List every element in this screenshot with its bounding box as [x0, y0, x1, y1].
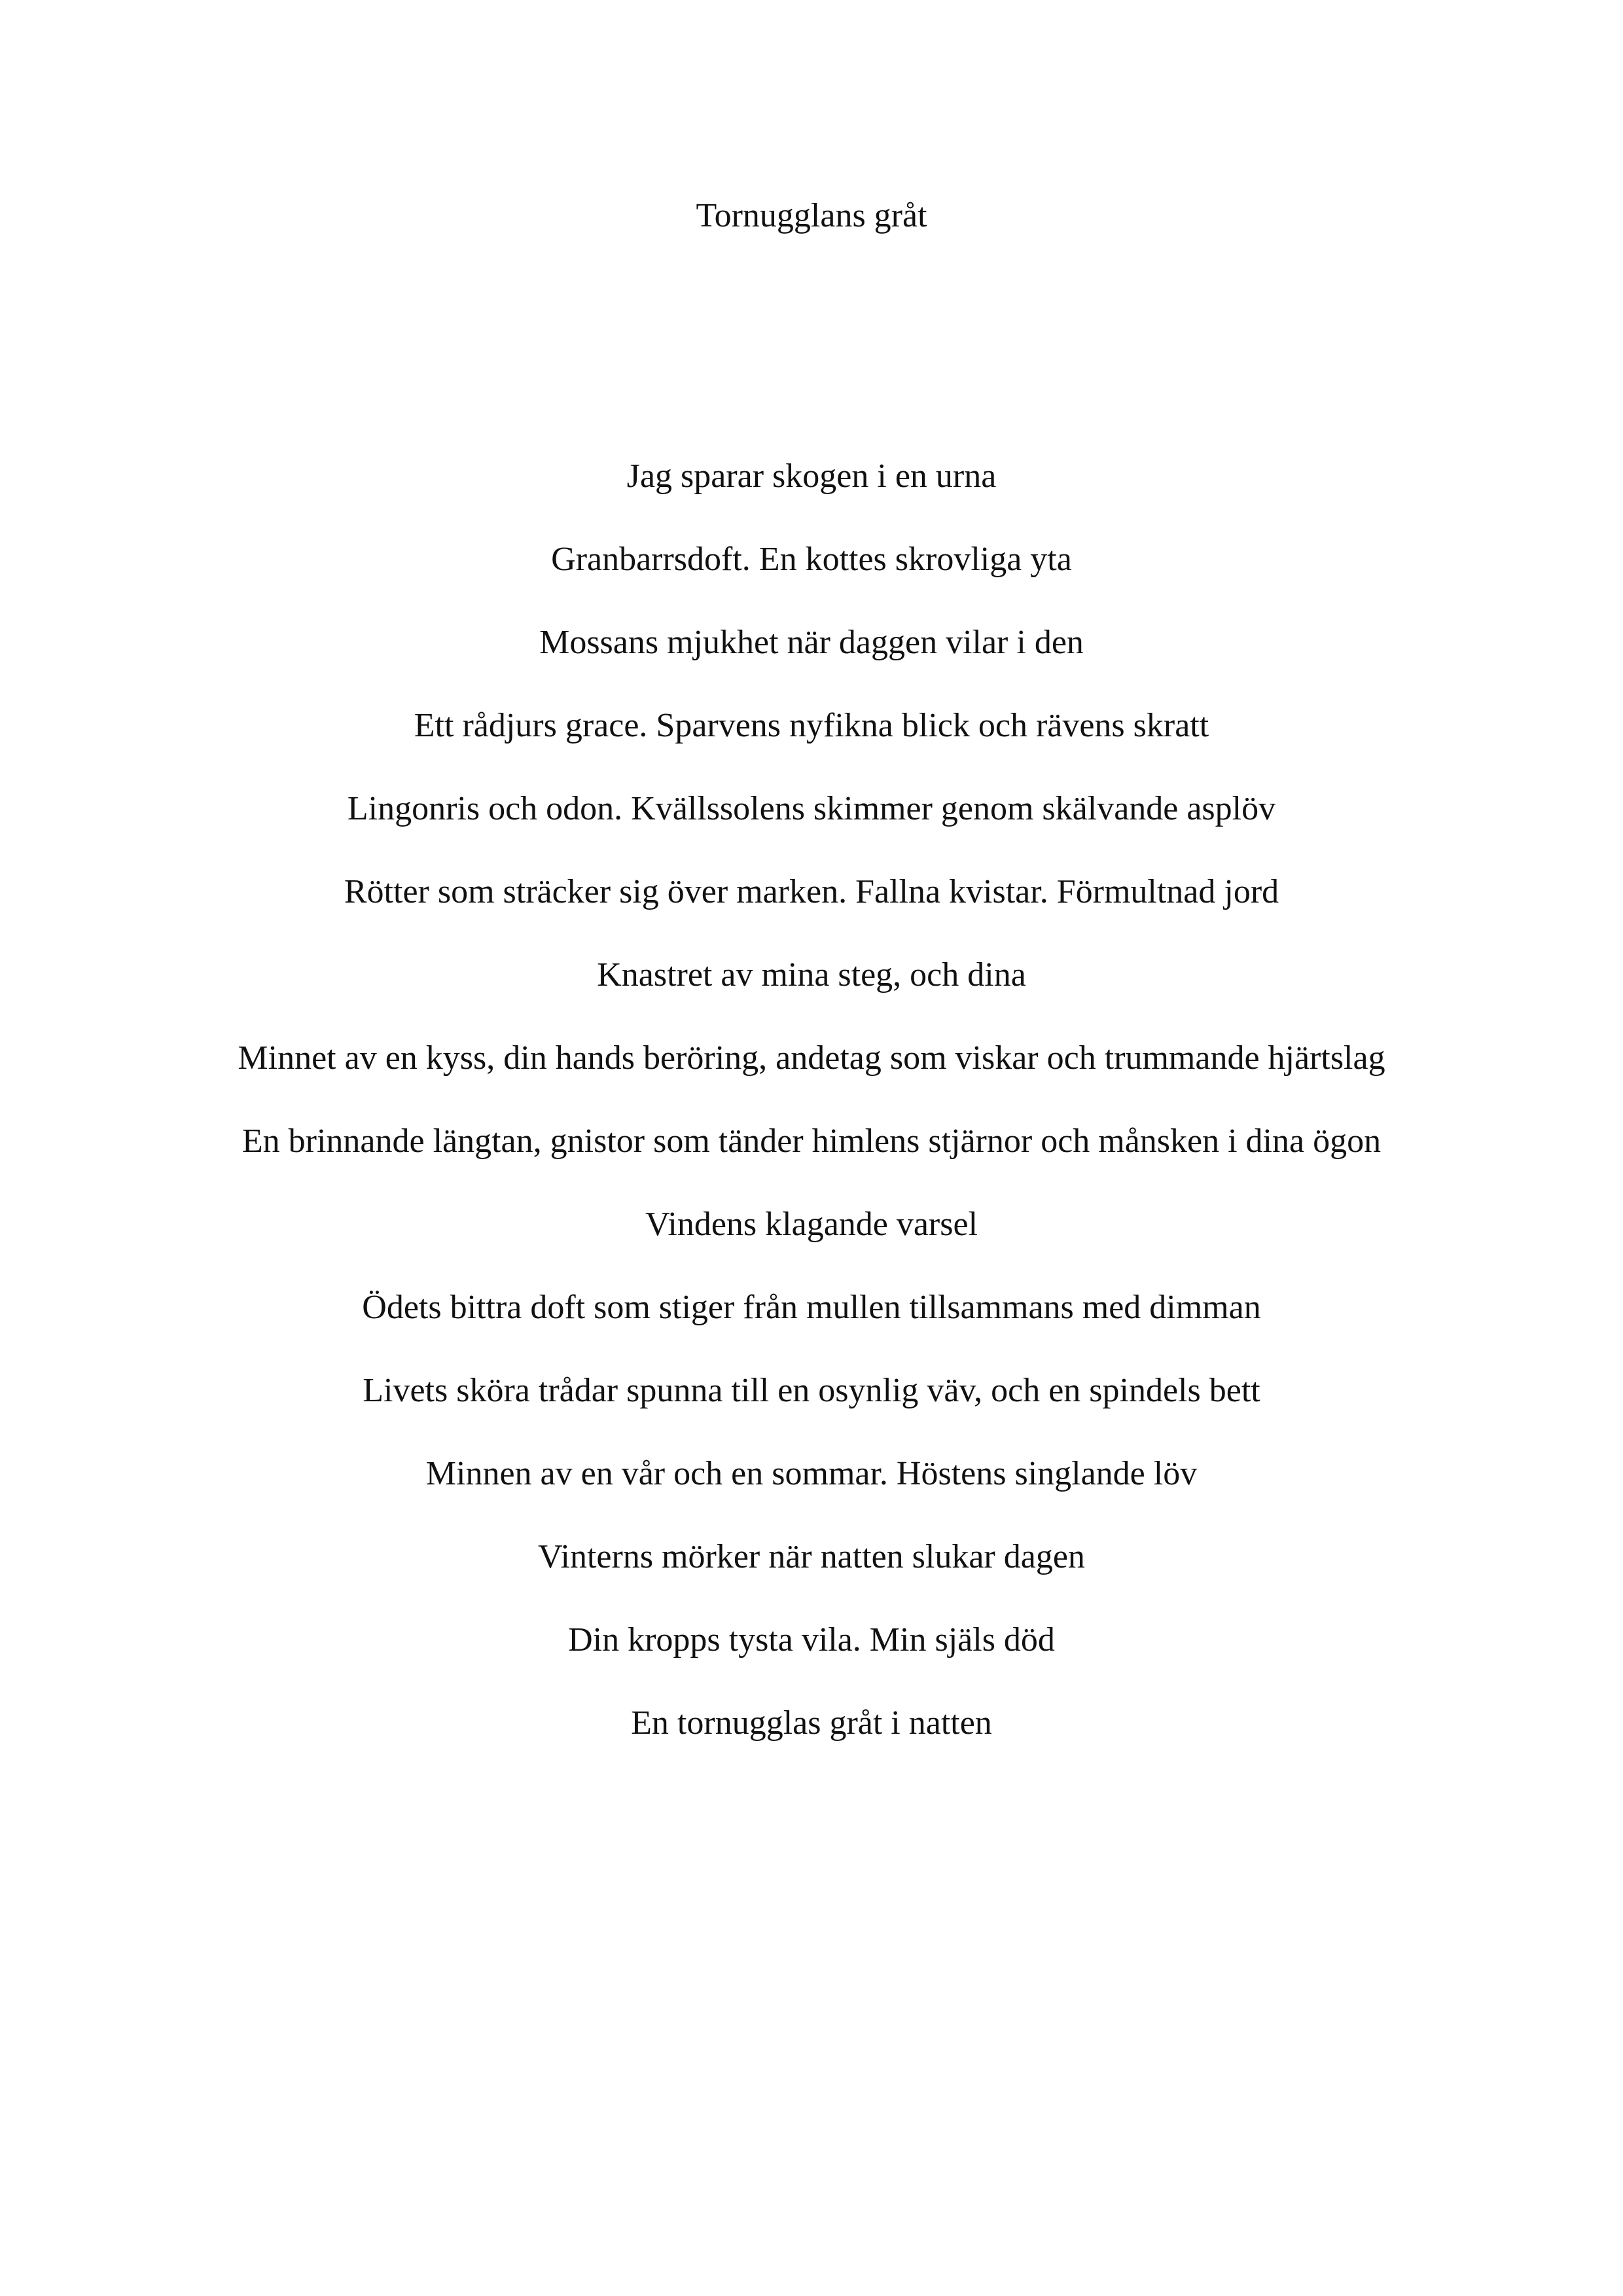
poem-line: Ödets bittra doft som stiger från mullen tillsammans med dimman [362, 1289, 1261, 1326]
poem-line: Livets sköra trådar spunna till en osynlig väv, och en spindels bett [363, 1372, 1260, 1409]
poem-body [183, 445, 1440, 1775]
poem-line: Lingonris och odon. Kvällssolens skimmer genom skälvande asplöv [347, 790, 1276, 827]
poem-line: Granbarrsdoft. En kottes skrovliga yta [551, 541, 1072, 578]
poem-title: Tornugglans gråt [696, 197, 927, 234]
poem-line: Ett rådjurs grace. Sparvens nyfikna blick och rävens skratt [414, 707, 1209, 744]
poem-line: Knastret av mina steg, och dina [597, 956, 1026, 994]
poem-line: Rötter som sträcker sig över marken. Fallna kvistar. Förmultnad jord [344, 873, 1279, 910]
poem-line: Minnen av en vår och en sommar. Höstens singlande löv [425, 1455, 1198, 1492]
poem-line: Vinterns mörker när natten slukar dagen [538, 1538, 1085, 1575]
poem-line: Minnet av en kyss, din hands beröring, andetag som viskar och trummande hjärtslag [238, 1039, 1385, 1077]
poem-line: Mossans mjukhet när daggen vilar i den [539, 624, 1084, 661]
poem-line: Jag sparar skogen i en urna [626, 457, 997, 495]
poem-line: Vindens klagande varsel [645, 1206, 978, 1243]
poem-line: En brinnande längtan, gnistor som tänder himlens stjärnor och månsken i dina ögon [241, 1122, 1382, 1160]
poem-line: En tornugglas gråt i natten [631, 1704, 992, 1742]
poem-line: Din kropps tysta vila. Min själs död [568, 1621, 1055, 1659]
